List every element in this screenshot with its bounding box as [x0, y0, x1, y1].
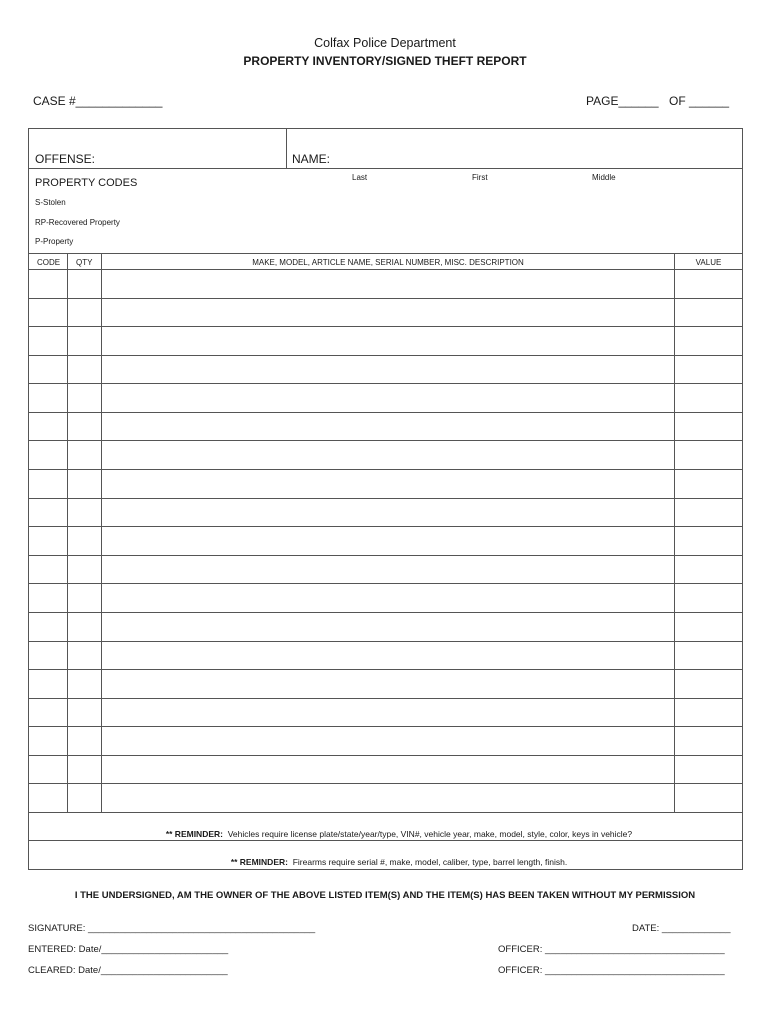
table-row[interactable] — [28, 755, 743, 756]
offense-name-box — [28, 128, 743, 169]
table-row[interactable] — [28, 726, 743, 727]
table-row[interactable] — [28, 383, 743, 384]
property-codes-title: PROPERTY CODES — [35, 177, 138, 189]
owner-statement: I THE UNDERSIGNED, AM THE OWNER OF THE ABOVE LISTED ITEM(S) AND THE ITEM(S) HAS BEEN TAKEN WITHOUT MY PERMISSION — [74, 890, 696, 901]
date-field[interactable]: DATE: _____________ — [632, 923, 731, 934]
table-row[interactable] — [28, 469, 743, 470]
property-table — [28, 253, 743, 813]
table-row[interactable] — [28, 269, 743, 270]
table-row[interactable] — [28, 412, 743, 413]
page-total-field[interactable]: OF ______ — [669, 94, 730, 108]
reminder-vehicles-label: ** REMINDER: — [165, 829, 223, 839]
officer-field-1[interactable]: OFFICER: __________________________________ — [498, 944, 725, 955]
table-row[interactable] — [28, 783, 743, 784]
col-header-qty: QTY — [76, 258, 93, 267]
page-number-field[interactable]: PAGE______ — [586, 94, 659, 108]
reminder-firearms-label: ** REMINDER: — [230, 857, 288, 867]
table-row[interactable] — [28, 355, 743, 356]
reminder-vehicles-text: Vehicles require license plate/state/year/type, VIN#, vehicle year, make, model, style, color, keys in vehicle? — [227, 829, 633, 839]
value-column-divider — [674, 253, 675, 813]
report-title: PROPERTY INVENTORY/SIGNED THEFT REPORT — [243, 54, 527, 68]
name-first-label: First — [472, 173, 488, 182]
code-stolen: S-Stolen — [35, 198, 66, 207]
case-number-field[interactable]: CASE #_____________ — [33, 94, 163, 108]
signature-field[interactable]: SIGNATURE: ___________________________________________ — [28, 923, 316, 934]
table-row[interactable] — [28, 498, 743, 499]
table-row[interactable] — [28, 669, 743, 670]
table-row[interactable] — [28, 698, 743, 699]
offense-name-divider — [286, 128, 287, 169]
table-row[interactable] — [28, 612, 743, 613]
table-row[interactable] — [28, 526, 743, 527]
name-middle-label: Middle — [592, 173, 616, 182]
reminder-divider — [28, 840, 743, 841]
reminder-firearms — [28, 857, 770, 867]
offense-field[interactable]: OFFENSE: — [35, 152, 96, 166]
department-name: Colfax Police Department — [314, 36, 456, 50]
name-last-label: Last — [352, 173, 368, 182]
col-header-code: CODE — [37, 258, 61, 267]
code-column-divider — [67, 253, 68, 813]
col-header-description: MAKE, MODEL, ARTICLE NAME, SERIAL NUMBER, MISC. DESCRIPTION — [252, 258, 524, 267]
code-recovered: RP-Recovered Property — [35, 218, 120, 227]
table-row[interactable] — [28, 440, 743, 441]
entered-date-field[interactable]: ENTERED: Date/________________________ — [28, 944, 229, 955]
table-row[interactable] — [28, 326, 743, 327]
table-row[interactable] — [28, 583, 743, 584]
reminder-firearms-text: Firearms require serial #, make, model, caliber, type, barrel length, finish. — [292, 857, 568, 867]
table-row[interactable] — [28, 641, 743, 642]
name-field[interactable]: NAME: — [292, 152, 331, 166]
cleared-date-field[interactable]: CLEARED: Date/________________________ — [28, 965, 228, 976]
col-header-value: VALUE — [695, 258, 722, 267]
officer-field-2[interactable]: OFFICER: __________________________________ — [498, 965, 725, 976]
code-property: P-Property — [35, 237, 74, 246]
qty-column-divider — [101, 253, 102, 813]
table-row[interactable] — [28, 555, 743, 556]
table-row[interactable] — [28, 298, 743, 299]
reminder-vehicles — [28, 829, 770, 839]
